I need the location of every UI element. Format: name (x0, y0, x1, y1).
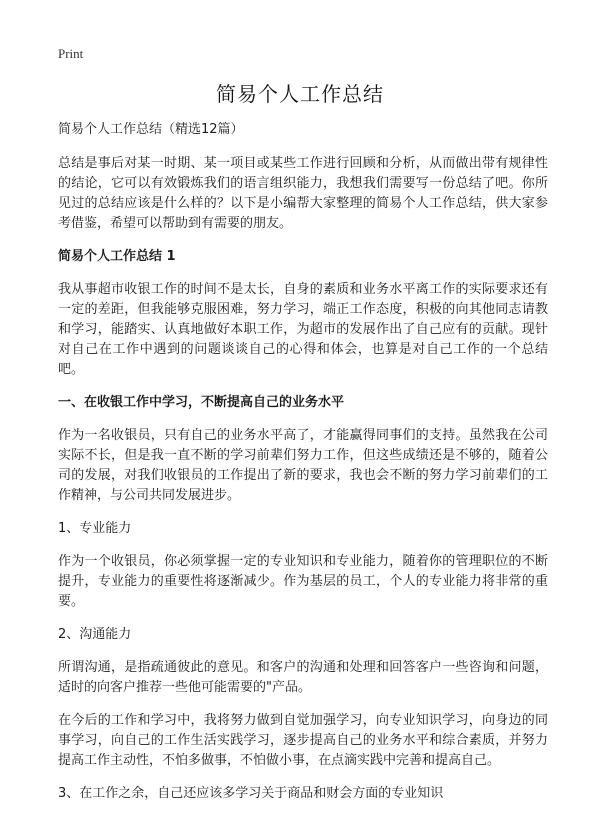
article-intro-paragraph: 我从事超市收银工作的时间不是太长，自身的素质和业务水平离工作的实际要求还有一定的差距，但我能够克服困难，努力学习，端正工作态度，积极的向其他同志请教和学习，能踏实、认真地做好本职工作，为超市的发展作出了自己应有的贡献。现针对自己在工作中遇到的问题谈谈自己的心得和体会，也算是对自己工作的一个总结吧。 (58, 282, 548, 377)
article-heading: 简易个人工作总结 1 (58, 249, 176, 264)
document-subtitle: 简易个人工作总结（精选12篇） (58, 122, 244, 137)
section-1-heading: 一、在收银工作中学习，不断提高自己的业务水平 (58, 395, 345, 410)
print-label: Print (58, 46, 84, 61)
section-1-paragraph: 作为一名收银员，只有自己的业务水平高了，才能赢得同事们的支持。虽然我在公司实际不长，但是我一直不断的学习前辈们努力工作，但这些成绩还是不够的，随着公司的发展，对我们收银员的工作提出了新的要求，我也会不断的努力学习前辈们的工作精神，与公司共同发展进步。 (58, 428, 548, 503)
item-2-paragraph-2: 在今后的工作和学习中，我将努力做到自觉加强学习，向专业知识学习，向身边的同事学习，向自己的工作生活实践学习，逐步提高自己的业务水平和综合素质，并努力提高工作主动性，不怕多做事，不怕做小事，在点滴实践中完善和提高自己。 (58, 713, 548, 768)
item-1-paragraph: 作为一个收银员，你必须掌握一定的专业知识和专业能力，随着你的管理职位的不断提升，专业能力的重要性将逐渐减少。作为基层的员工，个人的专业能力将非常的重要。 (58, 554, 548, 609)
item-1-heading: 1、专业能力 (58, 521, 132, 536)
item-3-heading: 3、在工作之余，自己还应该多学习关于商品和财会方面的专业知识 (58, 786, 444, 801)
item-2-paragraph: 所谓沟通，是指疏通彼此的意见。和客户的沟通和处理和回答客户一些咨询和问题，适时的向客户推荐一些他可能需要的"产品。 (58, 660, 548, 695)
document-title: 简易个人工作总结 (216, 82, 384, 106)
item-2-heading: 2、沟通能力 (58, 627, 132, 642)
document-body (58, 120, 548, 817)
intro-paragraph: 总结是事后对某一时期、某一项目或某些工作进行回顾和分析，从而做出带有规律性的结论，它可以有效锻炼我们的语言组织能力，我想我们需要写一份总结了吧。你所见过的总结应该是什么样的？以下是小编帮大家整理的简易个人工作总结，供大家参考借鉴，希望可以帮助到有需要的朋友。 (58, 156, 548, 231)
